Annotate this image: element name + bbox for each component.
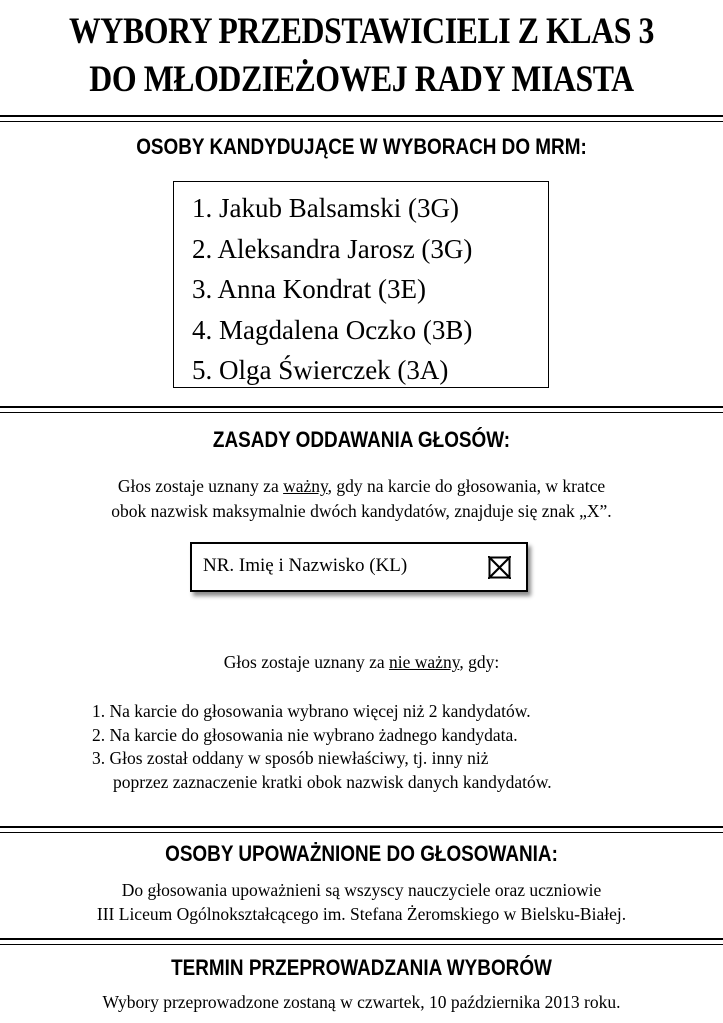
eligible-heading: OSOBY UPOWAŻNIONE DO GŁOSOWANIA: [165,841,558,866]
invalid-rule-item: 1. Na karcie do głosowania wybrano więcej niż 2 kandydatów. [92,701,531,721]
date-text: Wybory przeprowadzone zostaną w czwartek, 10 października 2013 roku. [102,992,621,1012]
valid-text-pre: Głos zostaje uznany za [117,476,284,496]
candidate-item: 5. Olga Świerczek (3A) [192,355,449,385]
rules-heading: ZASADY ODDAWANIA GŁOSÓW: [212,427,511,452]
invalid-rule-item: 2. Na karcie do głosowania nie wybrano żadnego kandydata. [92,724,518,745]
invalid-text-post: , gdy: [459,652,500,672]
candidate-item: 3. Anna Kondrat (3E) [192,274,426,304]
divider [0,938,723,940]
title-line-2: DO MŁODZIEŻOWEJ RADY MIASTA [89,59,634,100]
divider [0,826,723,828]
valid-word: ważny [283,476,328,496]
valid-text-post: , gdy na karcie do głosowania, w kratce [327,476,606,496]
invalid-rule-item: 3. Głos został oddany w sposób niewłaściwy, tj. inny niż [92,748,489,768]
title-line-1: WYBORY PRZEDSTAWICIELI Z KLAS 3 [69,11,654,52]
invalid-rule-item-continuation: poprzez zaznaczenie kratki obok nazwisk danych kandydatów. [113,771,552,792]
divider [0,832,723,833]
divider [0,406,723,408]
ballot-example [190,542,528,592]
candidate-item: 1. Jakub Balsamski (3G) [192,193,459,223]
candidates-list [192,188,472,391]
ballot-example-label: NR. Imię i Nazwisko (KL) [203,555,408,576]
divider [0,944,723,945]
valid-vote-text [0,474,723,498]
invalid-text-pre: Głos zostaje uznany za [223,652,390,672]
divider [0,412,723,413]
invalid-word: nie ważny [389,652,460,672]
candidate-item: 4. Magdalena Oczko (3B) [192,314,473,345]
candidates-heading: OSOBY KANDYDUJĄCE W WYBORACH DO MRM: [136,134,587,159]
checked-box-icon [488,556,511,579]
invalid-vote-text [0,650,723,674]
eligible-text-line2: III Liceum Ogólnokształcącego im. Stefana Żeromskiego w Bielsku-Białej. [96,904,627,924]
valid-vote-text-line2: obok nazwisk maksymalnie dwóch kandydatów, znajduje się znak „X”. [111,501,612,521]
candidates-box [173,181,549,388]
date-heading: TERMIN PRZEPROWADZANIA WYBORÓW [171,955,552,980]
divider [0,121,723,122]
divider [0,115,723,117]
invalid-vote-list [92,700,552,794]
eligible-text-line1: Do głosowania upoważnieni są wszyscy nauczyciele oraz uczniowie [121,880,602,900]
candidate-item: 2. Aleksandra Jarosz (3G) [192,233,473,264]
